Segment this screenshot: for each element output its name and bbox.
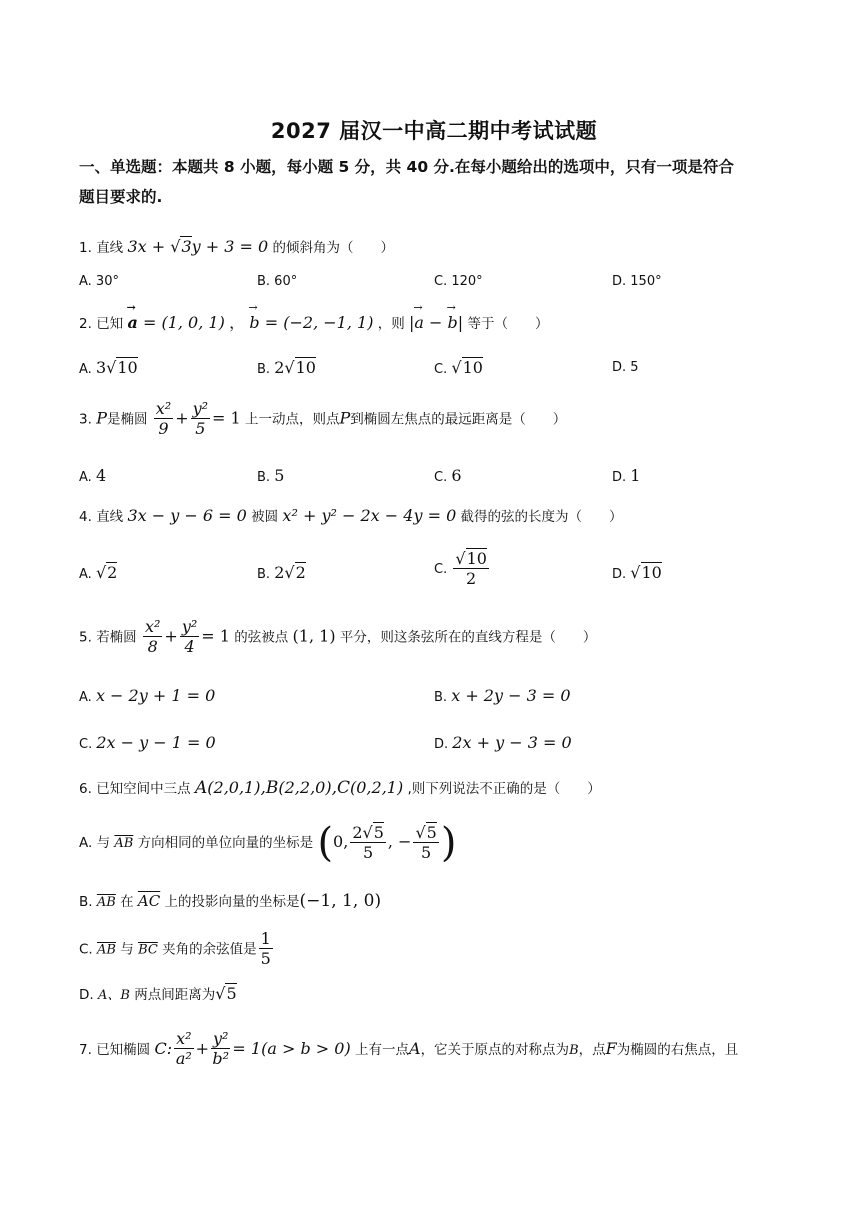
math-expression: → a = (1, 0, 1): [127, 313, 224, 332]
question-1: [79, 236, 394, 256]
question-text: 上有一点: [355, 1042, 409, 1058]
question-number: 1.: [79, 240, 92, 256]
option-a: A. 3√10: [79, 358, 138, 377]
question-number: 3.: [79, 411, 92, 428]
question-number: 6.: [79, 781, 92, 797]
question-text: 被圆: [251, 509, 279, 525]
question-text: ，点: [578, 1042, 606, 1058]
math-expression: 3x + √3y + 3 = 0: [127, 237, 269, 256]
option-a: A. 30°: [79, 274, 119, 289]
question-text: 为椭圆的右焦点，且: [616, 1042, 739, 1058]
question-text: ,则下列说法不正确的是（ ）: [407, 781, 601, 797]
math-expression: A(2,0,1),B(2,2,0),C(0,2,1): [194, 778, 404, 798]
option-b: B. 2√10: [257, 358, 316, 377]
math-expression: C: $\frac{\text{x²}}{\text{a²}}$ + $\frac{\text{y²}}{\text{b²}}$ = 1(a > b > 0): [154, 1029, 351, 1068]
option-b: B. 2√2: [257, 563, 306, 582]
question-3: 3. P是椭圆 $\frac{\text{x²}}{9}$ + $\frac{\text{y²}}{5}$ = 1 上一动点，则点P到椭圆左焦点的最远距离是（ ）: [79, 399, 567, 438]
question-6: [79, 777, 601, 798]
option-c: C. 120°: [434, 274, 483, 289]
question-text: 直线: [96, 240, 124, 256]
question-text: 到椭圆左焦点的最远距离是（ ）: [350, 411, 567, 428]
question-text: 的弦被点: [234, 629, 289, 646]
option-a: A. 4: [79, 466, 107, 485]
question-text: 已知空间中三点: [96, 781, 191, 797]
question-number: 2.: [79, 316, 92, 332]
question-text: 已知: [96, 316, 124, 332]
question-text: ，它关于原点的对称点为: [420, 1042, 570, 1058]
fraction: $\frac{\text{x²}}{8}$: [144, 617, 161, 656]
page-title: 2027 届汉一中高二期中考试试题: [270, 119, 598, 143]
question-text: 截得的弦的长度为（ ）: [460, 509, 623, 525]
option-d: D. 150°: [612, 274, 662, 289]
option-b: B. 5: [257, 466, 285, 485]
question-text: 是椭圆: [106, 411, 148, 428]
question-text: 的倾斜角为（ ）: [272, 240, 395, 256]
question-text: 若椭圆: [96, 629, 137, 646]
option-b: B. 60°: [257, 274, 298, 289]
option-d: D. 1: [612, 466, 641, 485]
question-number: 5.: [79, 629, 92, 646]
question-number: 7.: [79, 1042, 92, 1058]
question-text: 已知椭圆: [96, 1042, 151, 1058]
question-text: 上一动点，则点: [245, 411, 340, 428]
option-b: B. $\overline{AB}$ 在 $\overline{AC}$ 上的投影向量的坐标是(−1, 1, 0): [79, 891, 382, 911]
question-4: [79, 505, 623, 525]
math-expression: → b = (−2, −1, 1): [249, 313, 373, 332]
question-text: 平分，则这条弦所在的直线方程是（ ）: [339, 629, 597, 646]
question-5: 5. 若椭圆 $\frac{\text{x²}}{8}$ + $\frac{\text{y²}}{4}$ = 1 的弦被点 (1, 1) 平分，则这条弦所在的直线方程是（ ）: [79, 617, 597, 656]
math-expression: x² + y² − 2x − 4y = 0: [282, 506, 457, 525]
option-d: D. √10: [612, 563, 662, 582]
fraction: $\frac{\text{y²}}{5}$: [192, 399, 209, 438]
fraction: $\frac{\text{x²}}{9}$: [155, 399, 172, 438]
option-c: C. 6: [434, 466, 462, 485]
section-heading-line-2: 题目要求的.: [79, 188, 163, 206]
option-c: C. $\overline{AB}$ 与 $\overline{BC}$ 夹角的余弦值是 $\frac{1}{5}$: [79, 929, 271, 968]
option-a: A. √2: [79, 563, 118, 582]
option-c: C. √10: [434, 358, 483, 377]
option-b: B. x + 2y − 3 = 0: [434, 686, 571, 705]
option-d: D. A、B 两点间距离为√5: [79, 984, 237, 1003]
option-c: C. $\frac{√10}{2}$: [434, 549, 487, 588]
fraction: $\frac{\text{y²}}{4}$: [181, 617, 198, 656]
math-expression: 3x − y − 6 = 0: [127, 506, 247, 525]
question-2: 2. 已知 → a = (1, 0, 1) ， → b = (−2, −1, 1) ，则 |→ a − → b| 等于（ ）: [79, 310, 548, 333]
question-text: 直线: [96, 509, 124, 525]
math-expression: |→ a − → b|: [409, 313, 463, 332]
question-text: ，则: [377, 316, 405, 332]
option-d: D. 5: [612, 360, 639, 375]
option-a: A. 与 $\overline{AB}$ 方向相同的单位向量的坐标是 (0, $\frac{2√5}{5}$ , − $\frac{√5}{5}$ ): [79, 820, 457, 866]
question-7: 7. 已知椭圆 C: $\frac{\text{x²}}{\text{a²}}$ + $\frac{\text{y²}}{\text{b²}}$ = 1(a > b > 0) 上有一点A，它关于原点的对称点为B，点F为椭圆的右焦点，且: [79, 1029, 739, 1068]
section-heading-line-1: 一、单选题：本题共 8 小题，每小题 5 分，共 40 分.在每小题给出的选项中，只有一项是符合: [79, 158, 734, 176]
option-d: D. 2x + y − 3 = 0: [434, 733, 572, 752]
question-text: 等于（ ）: [467, 316, 549, 332]
option-c: C. 2x − y − 1 = 0: [79, 733, 216, 752]
option-a: A. x − 2y + 1 = 0: [79, 686, 216, 705]
question-number: 4.: [79, 509, 92, 525]
